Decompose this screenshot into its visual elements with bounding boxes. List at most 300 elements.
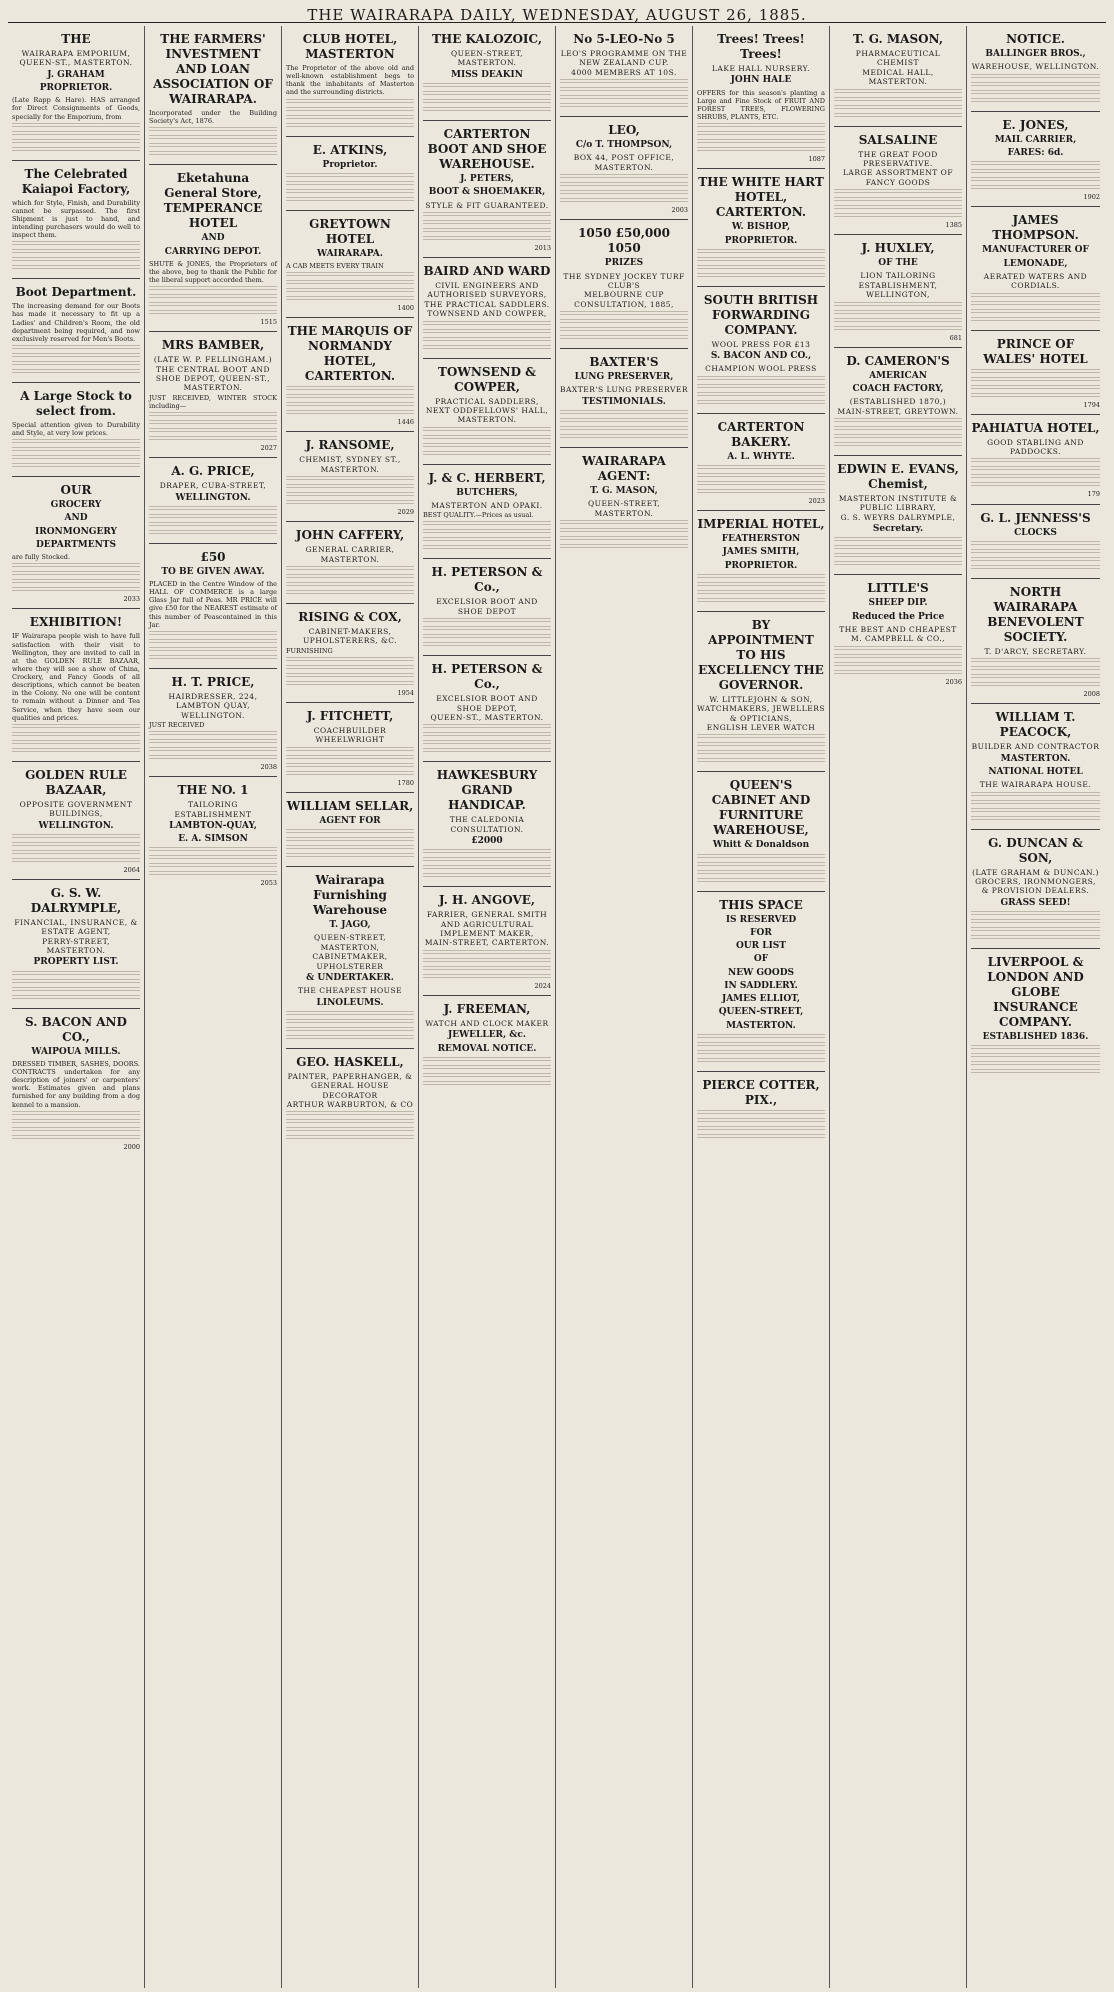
ad-heading: WATCH AND CLOCK MAKER: [425, 1018, 549, 1028]
body-text-lines: [286, 853, 414, 859]
ad-heading: TO BE GIVEN AWAY.: [161, 566, 265, 577]
ad-heading: THE GREAT FOOD PRESERVATIVE.: [858, 149, 938, 168]
ad-heading: PAINTER, PAPERHANGER, & GENERAL HOUSE DECORATOR: [287, 1071, 413, 1100]
body-text-lines: [560, 426, 688, 432]
ad-heading: JAMES THOMPSON.: [992, 213, 1079, 243]
ad-body: A CAB MEETS EVERY TRAIN: [286, 262, 384, 270]
body-text-lines: [834, 318, 962, 324]
advertisement: [560, 26, 688, 117]
ad-heading: J. H. ANGOVE,: [438, 893, 536, 908]
body-text-lines: [697, 265, 825, 271]
body-text-lines: [286, 829, 414, 835]
body-text-lines: [971, 557, 1100, 563]
ad-heading: J. GRAHAM: [47, 69, 105, 80]
body-text-lines: [12, 971, 140, 977]
body-text-lines: [834, 105, 962, 111]
body-text-lines: [12, 147, 140, 153]
ad-heading: BAIRD AND WARD: [423, 264, 551, 278]
body-text-lines: [697, 742, 825, 748]
body-text-lines: [971, 458, 1100, 464]
body-text-lines: [834, 537, 962, 543]
ad-heading: BOOT & SHOEMAKER,: [428, 187, 546, 198]
ad-body: are fully Stocked.: [12, 553, 71, 562]
ad-number: 1446: [397, 418, 414, 427]
ad-heading: G. L. JENNESS'S: [980, 510, 1091, 525]
ad-heading: MELBOURNE CUP CONSULTATION, 1885,: [574, 290, 674, 309]
advertisement: [971, 830, 1100, 949]
ad-heading: T. G. MASON,: [852, 32, 943, 46]
ad-heading: CLOCKS: [1014, 527, 1057, 538]
body-text-lines: [971, 935, 1100, 941]
ad-heading: G. S. W. DALRYMPLE,: [30, 885, 122, 915]
body-text-lines: [286, 590, 414, 596]
ad-heading: COACHBUILDER WHEELWRIGHT: [313, 726, 387, 745]
ad-number: 2033: [123, 595, 140, 604]
body-text-lines: [423, 529, 551, 535]
ad-heading: E. A. SIMSON: [178, 834, 248, 845]
advertisement: [697, 612, 825, 773]
body-text-lines: [834, 654, 962, 660]
body-text-lines: [971, 674, 1100, 680]
ad-heading: MAIL CARRIER,: [994, 134, 1077, 145]
body-text-lines: [834, 561, 962, 567]
body-text-lines: [971, 927, 1100, 933]
advertisement: [697, 772, 825, 891]
ad-heading: JAMES SMITH,: [722, 547, 800, 558]
body-text-lines: [560, 198, 688, 204]
ad-heading: QUEEN-STREET, MASTERTON.: [587, 499, 661, 518]
ad-body: PLACED in the Centre Window of the HALL OF COMMERCE is a large Glass Jar full of Peas. MR PRICE will give £50 for the NEAREST estimate of this number of Peascontained in this Jar.: [149, 580, 277, 629]
ad-heading: G. S. WEYRS DALRYMPLE,: [840, 512, 956, 522]
body-text-lines: [423, 1065, 551, 1071]
body-text-lines: [149, 731, 277, 737]
advertisement: [423, 359, 551, 465]
body-text-lines: [971, 792, 1100, 798]
ad-heading: FINANCIAL, INSURANCE, & ESTATE AGENT,: [14, 917, 138, 937]
body-text-lines: [971, 1069, 1100, 1075]
body-text-lines: [971, 74, 1100, 80]
body-text-lines: [560, 87, 688, 93]
body-text-lines: [286, 402, 414, 408]
body-text-lines: [697, 862, 825, 868]
body-text-lines: [286, 197, 414, 203]
advertisement: [971, 579, 1100, 705]
body-text-lines: [971, 385, 1100, 391]
ad-heading: NEXT ODDFELLOWS' HALL, MASTERTON.: [425, 405, 549, 425]
body-text-lines: [697, 1050, 825, 1056]
ad-body: OFFERS for this season's planting a Large and Fine Stock of FRUIT AND FOREST TREES, FLOWERING SHRUBS, PLANTS, ETC.: [697, 88, 825, 121]
advertisement: [12, 279, 140, 383]
advertisement: [12, 26, 140, 161]
ad-heading: OPPOSITE GOVERNMENT BUILDINGS,: [19, 799, 133, 819]
advertisement: [286, 522, 414, 604]
ad-heading: T. JAGO,: [329, 920, 371, 931]
body-text-lines: [423, 107, 551, 113]
ad-heading: PRINCE OF WALES' HOTEL: [983, 336, 1088, 366]
ad-heading: G. DUNCAN & SON,: [988, 835, 1083, 865]
ad-heading: QUEEN-ST., MASTERTON.: [19, 58, 133, 68]
advertisement: [971, 112, 1100, 208]
body-text-lines: [697, 878, 825, 884]
ad-heading: CABINETMAKER, UPHOLSTERER: [312, 952, 388, 971]
ad-heading: IN SADDLERY.: [724, 980, 798, 991]
ad-heading: THE CALEDONIA CONSULTATION.: [449, 815, 525, 834]
ad-heading: THE MARQUIS OF NORMANDY HOTEL, CARTERTON.: [287, 324, 413, 384]
body-text-lines: [286, 410, 414, 416]
ad-heading: PAHIATUA HOTEL,: [971, 420, 1100, 435]
ad-body: JUST RECEIVED: [149, 720, 205, 729]
ad-number: 1400: [397, 304, 414, 313]
ad-body: FURNISHING: [286, 646, 333, 655]
advertisement: [423, 465, 551, 560]
body-text-lines: [286, 394, 414, 400]
ad-heading: TAILORING ESTABLISHMENT: [174, 800, 252, 819]
ad-heading: LUNG PRESERVER,: [574, 372, 674, 382]
ad-heading: NEW GOODS: [728, 967, 794, 978]
ad-heading: J. HUXLEY,: [861, 241, 935, 256]
ad-heading: LAMBTON-QUAY,: [169, 820, 257, 831]
body-text-lines: [12, 439, 140, 445]
ad-heading: J. RANSOME,: [305, 438, 395, 453]
advertisement: [149, 669, 277, 777]
ad-heading: GREYTOWN HOTEL: [309, 216, 391, 246]
body-text-lines: [286, 1035, 414, 1041]
ad-heading: Proprietor.: [322, 159, 378, 170]
body-text-lines: [971, 1061, 1100, 1067]
body-text-lines: [12, 724, 140, 730]
body-text-lines: [286, 771, 414, 777]
advertisement: [423, 762, 551, 887]
ad-heading: SALSALINE: [858, 132, 938, 147]
body-text-lines: [971, 309, 1100, 315]
advertisement: [286, 604, 414, 703]
ad-heading: Eketahuna General Store, TEMPERANCE HOTEL: [163, 171, 263, 231]
ad-heading: NOTICE.: [1006, 32, 1065, 46]
ad-heading: CHEMIST, SYDNEY ST., MASTERTON.: [299, 455, 401, 474]
ad-heading: WAIRARAPA AGENT:: [582, 453, 666, 483]
body-text-lines: [834, 113, 962, 119]
ad-heading: MASTERTON.: [1000, 753, 1071, 764]
ad-heading: WATCHMAKERS, JEWELLERS & OPTICIANS,: [697, 704, 825, 723]
ad-heading: MASTERTON.: [726, 1020, 796, 1031]
ad-heading: GROCERY: [50, 500, 102, 511]
ad-heading: ESTABLISHED 1836.: [982, 1031, 1089, 1042]
masthead-rule: [8, 22, 1106, 23]
ad-heading: OF THE: [878, 258, 918, 269]
ad-number: 1385: [945, 221, 962, 229]
body-text-lines: [12, 748, 140, 754]
body-text-lines: [149, 522, 277, 528]
ad-heading: PERRY-STREET, MASTERTON.: [42, 936, 110, 955]
body-text-lines: [834, 213, 962, 219]
body-text-lines: [286, 1127, 414, 1133]
ad-heading: PIERCE COTTER, PIX.,: [702, 1077, 820, 1107]
body-text-lines: [149, 286, 277, 292]
advertisement: [286, 137, 414, 211]
body-text-lines: [971, 98, 1100, 104]
ad-heading: WILLIAM T. PEACOCK,: [995, 710, 1076, 740]
advertisement: [697, 1072, 825, 1147]
ad-heading: A. G. PRICE,: [171, 464, 255, 479]
body-text-lines: [149, 530, 277, 536]
advertisement: [12, 383, 140, 477]
body-text-lines: [423, 1057, 551, 1063]
ad-heading: JAMES ELLIOT,: [721, 994, 801, 1005]
body-text-lines: [971, 90, 1100, 96]
ad-heading: E. ATKINS,: [312, 142, 388, 157]
body-text-lines: [971, 177, 1100, 183]
ad-heading: EXHIBITION!: [29, 615, 123, 630]
ad-heading: LARGE ASSORTMENT OF FANCY GOODS: [842, 168, 954, 187]
ad-body: which for Style, Finish, and Durability cannot be surpassed. The first Shipment is just to hand, and intending purchasers would do well to inspect them.: [12, 198, 140, 240]
ad-number: 2027: [260, 444, 277, 452]
body-text-lines: [697, 473, 825, 479]
advertisement: [834, 575, 962, 690]
body-text-lines: [12, 740, 140, 746]
ad-heading: FEATHERSTON: [721, 534, 801, 545]
body-text-lines: [697, 489, 825, 495]
body-text-lines: [971, 911, 1100, 917]
body-text-lines: [12, 123, 140, 129]
body-text-lines: [971, 800, 1100, 806]
body-text-lines: [423, 724, 551, 730]
body-text-lines: [12, 842, 140, 848]
advertisement: [286, 1049, 414, 1149]
advertisement: [971, 415, 1100, 505]
body-text-lines: [286, 1135, 414, 1141]
ad-number: 2038: [260, 763, 277, 771]
body-text-lines: [12, 353, 140, 359]
ad-heading: MASTERTON INSTITUTE & PUBLIC LIBRARY,: [838, 493, 958, 513]
advertisement: [286, 211, 414, 319]
advertisement: [12, 161, 140, 280]
body-text-lines: [971, 658, 1100, 664]
body-text-lines: [697, 376, 825, 382]
ad-heading: J. & C. HERBERT,: [428, 470, 546, 485]
ad-heading: JOHN HALE: [730, 75, 792, 86]
body-text-lines: [560, 536, 688, 542]
ad-body: SHUTE & JONES, the Proprietors of the above, beg to thank the Public for the liberal support accorded them.: [149, 259, 277, 284]
column-2: [145, 26, 282, 1988]
ad-heading: Wairarapa Furnishing Warehouse: [312, 873, 387, 918]
ad-heading: H. PETERSON & Co.,: [431, 662, 543, 692]
body-text-lines: [12, 1135, 140, 1141]
advertisement: [286, 26, 414, 137]
ad-heading: AMERICAN: [869, 370, 927, 381]
advertisement: [560, 117, 688, 220]
body-text-lines: [286, 99, 414, 105]
ad-heading: S. BACON AND CO.,: [25, 1014, 127, 1044]
ad-heading: THE FARMERS' INVESTMENT AND LOAN ASSOCIATION OF WAIRARAPA.: [153, 32, 273, 106]
body-text-lines: [560, 182, 688, 188]
ad-heading: LAKE HALL NURSERY.: [711, 64, 811, 73]
body-text-lines: [149, 631, 277, 637]
body-text-lines: [697, 590, 825, 596]
body-text-lines: [149, 151, 277, 157]
body-text-lines: [560, 544, 688, 550]
ad-heading: (LATE W. P. FELLINGHAM.): [153, 355, 273, 365]
advertisement: [12, 880, 140, 1009]
ad-heading: GEO. HASKELL,: [296, 1054, 404, 1069]
ad-heading: THE CENTRAL BOOT AND SHOE DEPOT, QUEEN-ST., MASTERTON.: [155, 364, 271, 393]
body-text-lines: [697, 870, 825, 876]
ad-heading: TOWNSEND & COWPER,: [437, 364, 537, 394]
body-text-lines: [149, 647, 277, 653]
ad-heading: THIS SPACE: [719, 897, 803, 912]
ad-number: 2029: [397, 508, 414, 517]
body-text-lines: [12, 987, 140, 993]
body-text-lines: [423, 857, 551, 863]
body-text-lines: [423, 228, 551, 234]
body-text-lines: [423, 83, 551, 89]
body-text-lines: [560, 95, 688, 101]
body-text-lines: [286, 845, 414, 851]
ad-heading: BY APPOINTMENT TO HIS EXCELLENCY THE GOVERNOR.: [698, 617, 824, 692]
ad-heading: THE: [61, 32, 91, 46]
ad-heading: T. D'ARCY, SECRETARY.: [984, 646, 1087, 656]
ad-heading: AGENT FOR: [319, 815, 381, 826]
ad-heading: £50: [200, 549, 226, 564]
advertisement: [423, 656, 551, 762]
ad-heading: THE CHEAPEST HOUSE: [297, 986, 403, 996]
body-text-lines: [697, 400, 825, 406]
body-text-lines: [697, 257, 825, 263]
body-text-lines: [697, 1058, 825, 1064]
body-text-lines: [560, 335, 688, 341]
body-text-lines: [971, 482, 1100, 488]
ad-heading: AND AGRICULTURAL IMPLEMENT MAKER,: [440, 919, 534, 938]
body-text-lines: [149, 506, 277, 512]
ad-heading: WOOL PRESS FOR £13: [711, 339, 811, 349]
ad-number: 1794: [1083, 400, 1100, 409]
ad-heading: PHARMACEUTICAL CHEMIST: [855, 49, 941, 68]
body-text-lines: [423, 958, 551, 964]
body-text-lines: [697, 734, 825, 740]
body-text-lines: [971, 808, 1100, 814]
body-text-lines: [697, 249, 825, 255]
body-text-lines: [286, 1027, 414, 1033]
ad-heading: THE NO. 1: [177, 783, 249, 798]
body-text-lines: [423, 626, 551, 632]
column-3: [282, 26, 419, 1988]
ad-number: 2036: [945, 677, 962, 686]
advertisement: [286, 793, 414, 867]
ad-number: 2000: [123, 1142, 140, 1151]
ad-heading: Boot Department.: [15, 285, 137, 300]
ad-body: The increasing demand for our Boots has made it necessary to fit up a Ladies' and Children's Room, the old department being required, and now exclusively reserved for Men's Boots.: [12, 302, 140, 343]
body-text-lines: [697, 1034, 825, 1040]
advertisement: [560, 349, 688, 448]
ad-heading: FARRIER, GENERAL SMITH: [426, 910, 548, 920]
body-text-lines: [697, 854, 825, 860]
ad-heading: MAIN-STREET, CARTERTON.: [424, 938, 550, 948]
body-text-lines: [423, 99, 551, 105]
ad-heading: QUEEN-STREET, MASTERTON,: [313, 933, 387, 952]
body-text-lines: [12, 834, 140, 840]
body-text-lines: [149, 420, 277, 426]
ad-number: 1902: [1083, 193, 1100, 202]
ad-body: BEST QUALITY.—Prices as usual.: [423, 511, 534, 520]
ad-heading: Secretary.: [872, 524, 924, 534]
body-text-lines: [149, 639, 277, 645]
body-text-lines: [423, 950, 551, 956]
body-text-lines: [12, 369, 140, 375]
ad-number: 2053: [260, 879, 277, 888]
body-text-lines: [149, 847, 277, 853]
ad-heading: BAXTER'S LUNG PRESERVER: [560, 385, 689, 395]
body-text-lines: [423, 1081, 551, 1087]
body-text-lines: [971, 565, 1100, 571]
body-text-lines: [560, 528, 688, 534]
body-text-lines: [834, 670, 962, 676]
ad-heading: CIVIL ENGINEERS AND AUTHORISED SURVEYORS,: [427, 281, 547, 300]
body-text-lines: [560, 79, 688, 85]
ad-heading: EXCELSIOR BOOT AND SHOE DEPOT: [436, 597, 538, 616]
ad-heading: CABINET-MAKERS, UPHOLSTERERS, &C.: [302, 627, 398, 646]
ad-body: JUST RECEIVED, WINTER STOCK including—: [149, 393, 277, 410]
ad-heading: NORTH WAIRARAPA BENEVOLENT SOCIETY.: [987, 584, 1084, 644]
ad-heading: W. LITTLEJOHN & SON,: [709, 694, 813, 704]
ad-heading: LEO,: [608, 123, 640, 138]
ad-heading: IMPERIAL HOTEL,: [697, 517, 825, 532]
body-text-lines: [560, 174, 688, 180]
body-text-lines: [12, 447, 140, 453]
ad-heading: DEPARTMENTS: [35, 539, 117, 550]
body-text-lines: [971, 682, 1100, 688]
ad-heading: PROPRIETOR.: [724, 560, 798, 571]
advertisement: [423, 887, 551, 996]
body-text-lines: [423, 329, 551, 335]
body-text-lines: [12, 241, 140, 247]
ad-heading: Reduced the Price: [851, 611, 945, 622]
ad-body: (Late Rapp & Hare). HAS arranged for Direct Consignments of Goods, specially for the Emporium, from: [12, 96, 140, 121]
body-text-lines: [149, 143, 277, 149]
advertisement: [834, 26, 962, 127]
ad-heading: H. PETERSON & Co.,: [431, 565, 543, 595]
body-text-lines: [286, 173, 414, 179]
body-text-lines: [560, 103, 688, 109]
ad-body: DRESSED TIMBER, SASHES, DOORS. CONTRACTS undertaken for any description of joiners' or carpenters' work. Estimates given and plans furnished for any building from a dog kennel to a mansion.: [12, 1059, 140, 1109]
body-text-lines: [286, 673, 414, 679]
body-text-lines: [423, 966, 551, 972]
advertisement: [697, 892, 825, 1072]
body-text-lines: [834, 646, 962, 652]
body-text-lines: [12, 571, 140, 577]
body-text-lines: [12, 249, 140, 255]
body-text-lines: [971, 541, 1100, 547]
ad-heading: PRACTICAL SADDLERS,: [435, 396, 539, 406]
body-text-lines: [971, 393, 1100, 399]
body-text-lines: [971, 82, 1100, 88]
advertisement: [423, 996, 551, 1094]
ad-heading: 1050 £50,000 1050: [578, 226, 670, 256]
body-text-lines: [149, 412, 277, 418]
advertisement: [971, 505, 1100, 579]
body-text-lines: [12, 979, 140, 985]
body-text-lines: [971, 816, 1100, 822]
ad-heading: GOOD STABLING AND PADDOCKS.: [987, 437, 1084, 456]
ad-heading: ARTHUR WARBURTON, & CO: [286, 1099, 414, 1109]
body-text-lines: [971, 161, 1100, 167]
body-text-lines: [286, 115, 414, 121]
ad-heading: AND: [64, 513, 88, 524]
body-text-lines: [286, 280, 414, 286]
body-text-lines: [834, 197, 962, 203]
body-text-lines: [834, 442, 962, 448]
advertisement: [12, 1009, 140, 1156]
body-text-lines: [423, 220, 551, 226]
body-text-lines: [12, 131, 140, 137]
